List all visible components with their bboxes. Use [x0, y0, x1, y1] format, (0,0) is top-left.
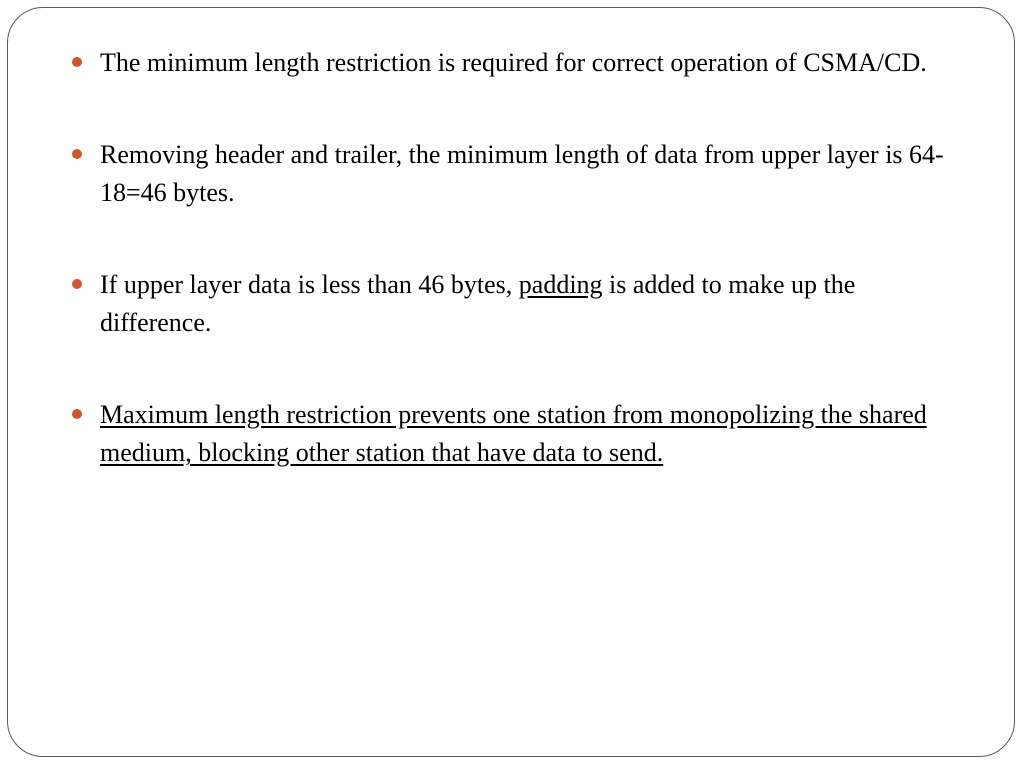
bullet-dot-icon [72, 279, 82, 289]
padding-term: padding [518, 270, 603, 299]
bullet-item-max-length [68, 396, 968, 472]
bullet-item-padding [68, 266, 968, 342]
bullet-text-underlined: Maximum length restriction prevents one station from monopolizing the shared medium, blocking other station that have data to send. [100, 400, 927, 467]
bullet-dot-icon [72, 149, 82, 159]
bullet-text-before: If upper layer data is less than 46 bytes, [100, 270, 519, 299]
bullet-dot-icon [72, 57, 82, 67]
bullet-item-removing-header [68, 136, 968, 212]
bullet-list [68, 44, 968, 526]
bullet-dot-icon [72, 409, 82, 419]
bullet-text: Removing header and trailer, the minimum length of data from upper layer is 64-18=46 bytes. [100, 140, 944, 207]
slide-frame [7, 7, 1015, 757]
bullet-text-after: is added to make up the difference. [100, 270, 856, 337]
bullet-item-min-length [68, 44, 968, 82]
bullet-text: The minimum length restriction is required for correct operation of CSMA/CD. [100, 48, 927, 77]
